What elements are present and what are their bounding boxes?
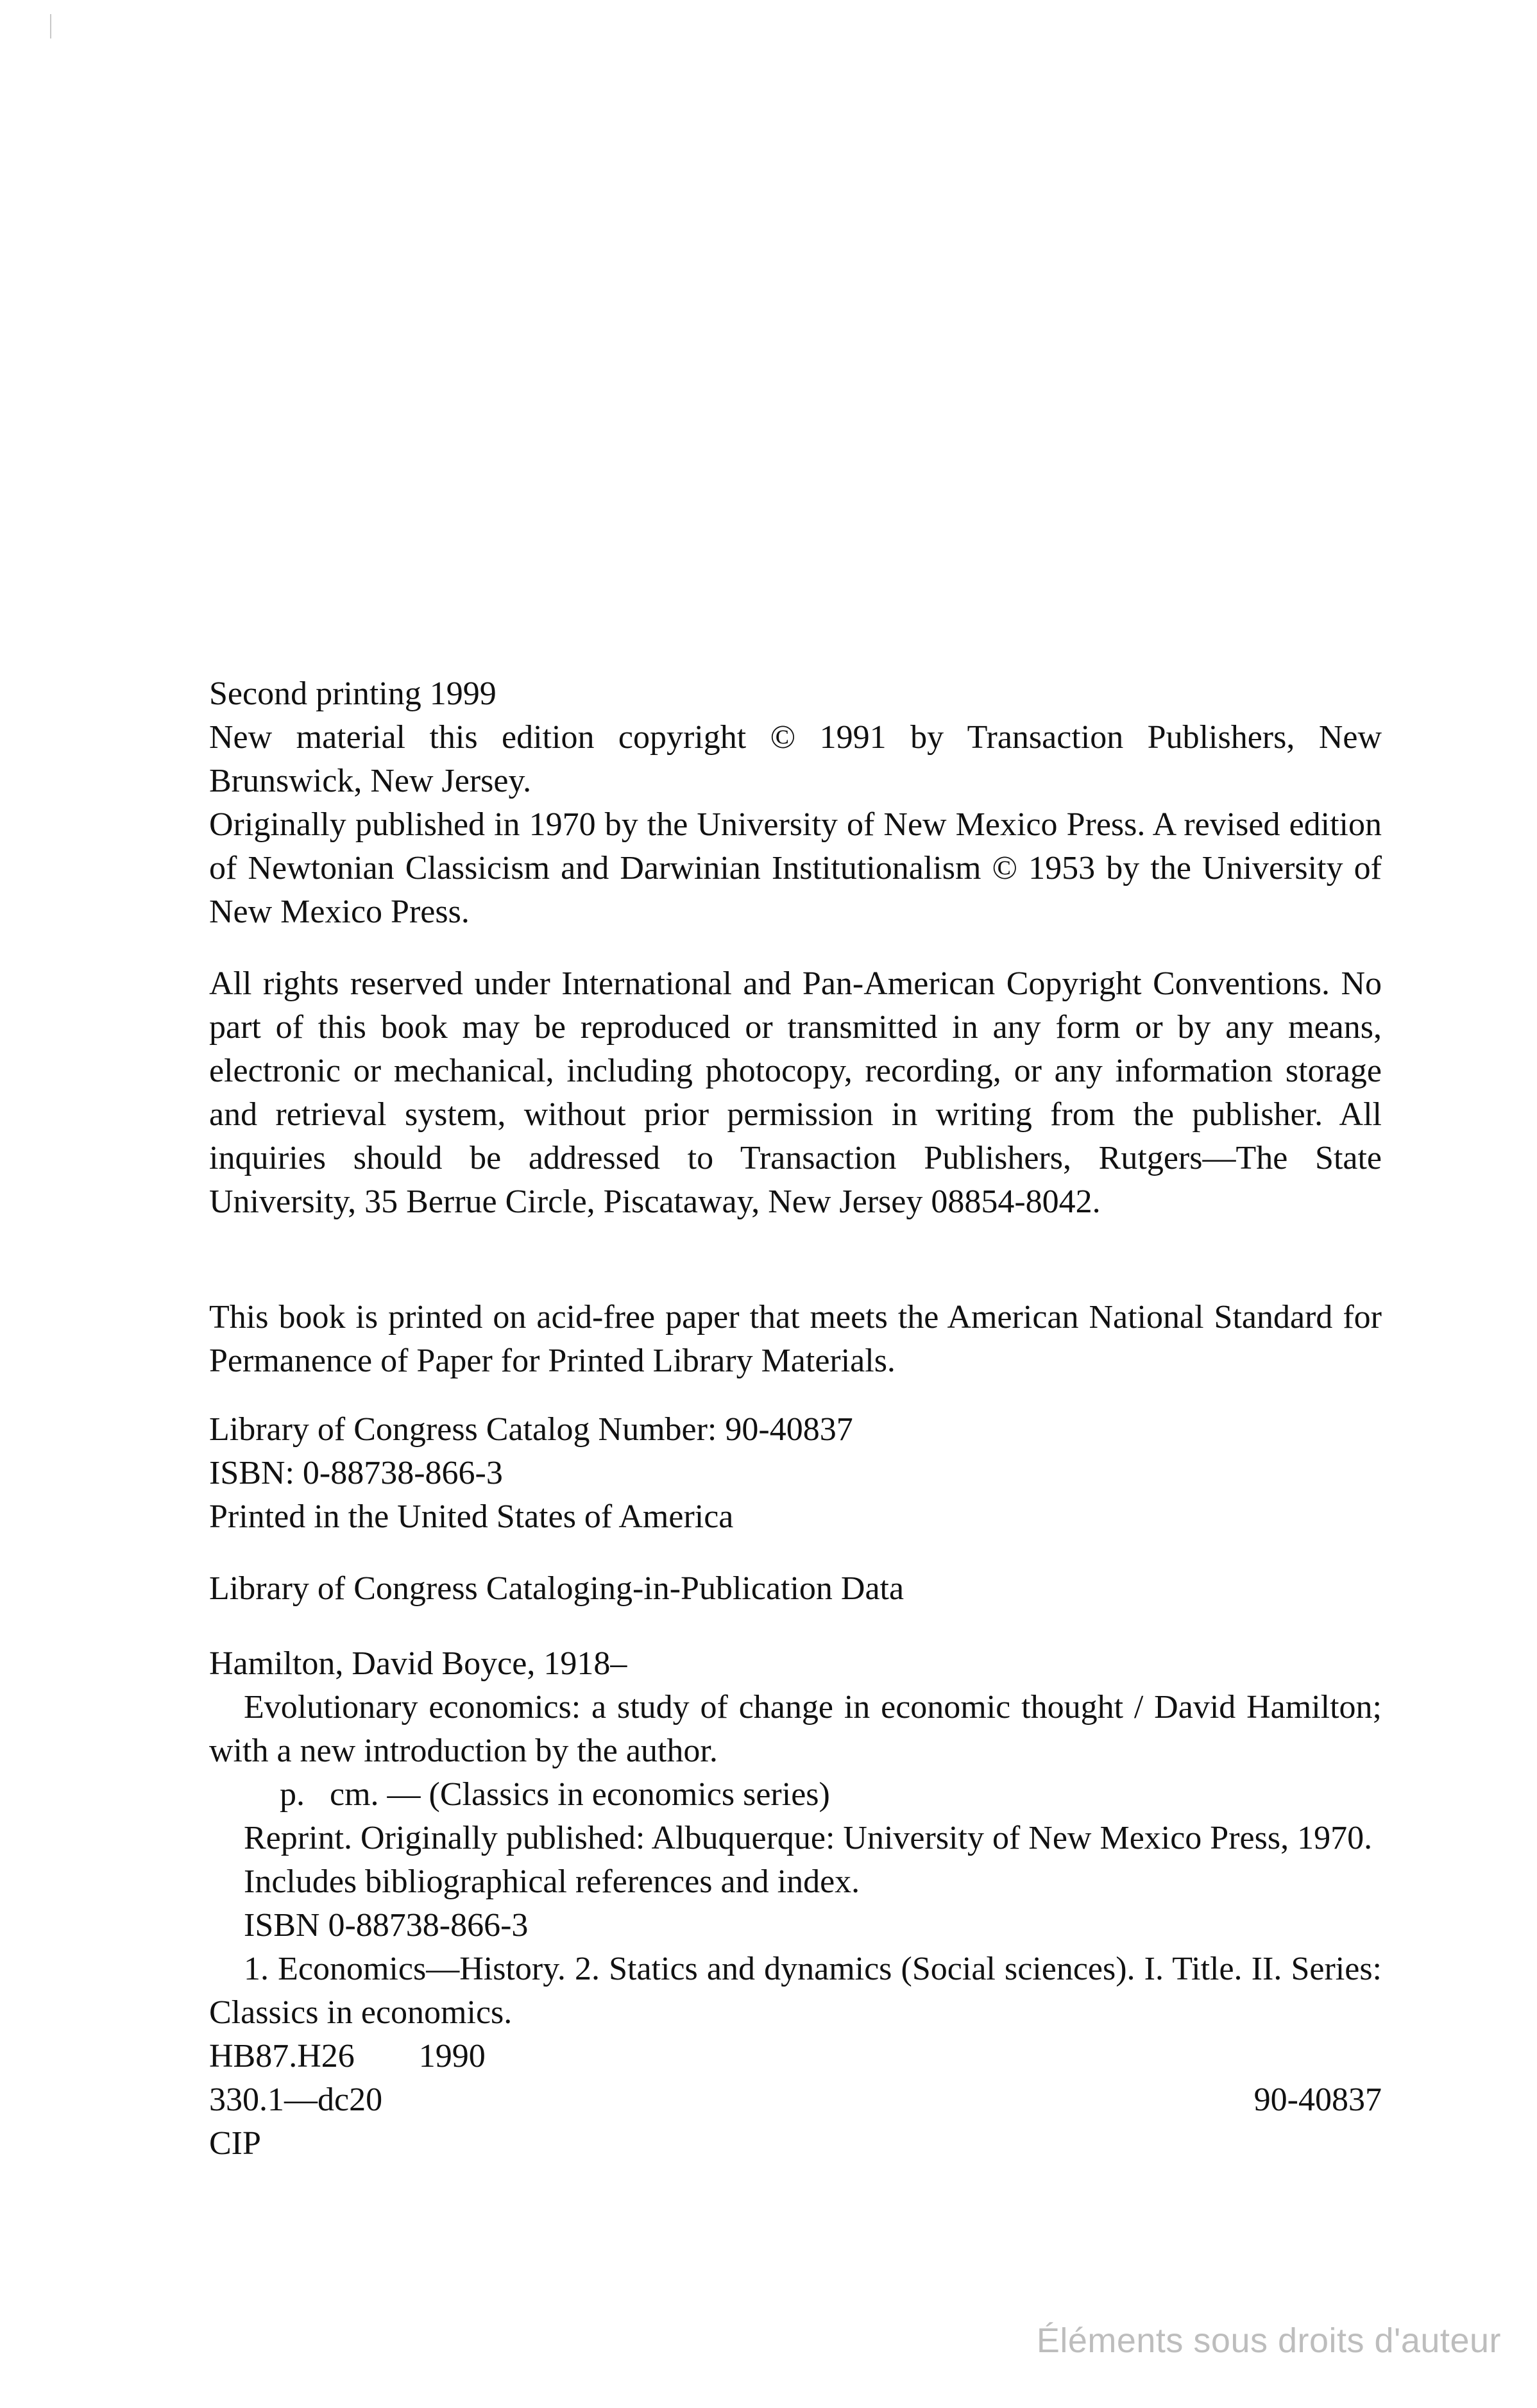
isbn-line: ISBN: 0-88738-866-3 [209, 1455, 503, 1491]
rights-notice: All rights reserved under International and Pan-American Copyright Conventions. No part of this book may be reproduced or transmitted in any form or by any means, electronic or mechanical, including photocopy, recording, or any information storage and retrieval system, without prior permission in writing from the publisher. All inquiries should be addressed to Transaction Publishers, Rutgers—The State University, 35 Berrue Circle, Piscataway, New Jersey 08854-8042. [209, 965, 1382, 1220]
paper-block [209, 1296, 1382, 1383]
cip-heading: Library of Congress Cataloging-in-Publication Data [209, 1570, 904, 1607]
printing-line: Second printing 1999 [209, 675, 497, 712]
cip-record [209, 1642, 1382, 2166]
copyright-watermark: Éléments sous droits d'auteur [1036, 2321, 1501, 2360]
cip-subjects: 1. Economics—History. 2. Statics and dynamics (Social sciences). I. Title. II. Series: Classics in economics. [209, 1951, 1382, 2031]
cip-lc-class: HB87.H26 [209, 2038, 355, 2074]
catalog-block [209, 1408, 1382, 1539]
cip-lccn-short: 90-40837 [1253, 2082, 1382, 2118]
printed-in-line: Printed in the United States of America [209, 1498, 734, 1535]
cip-label: CIP [209, 2125, 261, 2162]
cip-dewey-row [209, 2078, 1382, 2122]
cip-bibliography-note: Includes bibliographical references and index. [244, 1863, 860, 1900]
cip-reprint-note: Reprint. Originally published: Albuquerque: University of New Mexico Press, 1970. [244, 1820, 1373, 1856]
rights-block [209, 962, 1382, 1224]
cip-lc-class-row [209, 2035, 1382, 2078]
imprint-block [209, 672, 1382, 934]
cip-author: Hamilton, David Boyce, 1918– [209, 1645, 627, 1682]
original-publication-note: Originally published in 1970 by the University of New Mexico Press. A revised edition of Newtonian Classicism and Darwinian Institutionalism © 1953 by the University of New Mexico Press. [209, 806, 1382, 930]
lccn-line: Library of Congress Catalog Number: 90-40837 [209, 1411, 853, 1448]
paper-notice: This book is printed on acid-free paper that meets the American National Standard for Permanence of Paper for Printed Library Materials. [209, 1299, 1382, 1379]
cip-lc-year: 1990 [418, 2038, 486, 2074]
cip-collation: p. cm. — (Classics in economics series) [280, 1776, 830, 1813]
page-edge-mark [50, 14, 51, 38]
cip-title-statement: Evolutionary economics: a study of change in economic thought / David Hamilton; with a new introduction by the author. [209, 1689, 1382, 1769]
cip-label-row [209, 2122, 1382, 2166]
copyright-new-material: New material this edition copyright © 1991 by Transaction Publishers, New Brunswick, New Jersey. [209, 719, 1382, 799]
cip-dewey: 330.1—dc20 [209, 2082, 383, 2118]
cip-heading-block [209, 1567, 1382, 1611]
cip-isbn: ISBN 0-88738-866-3 [244, 1907, 529, 1944]
